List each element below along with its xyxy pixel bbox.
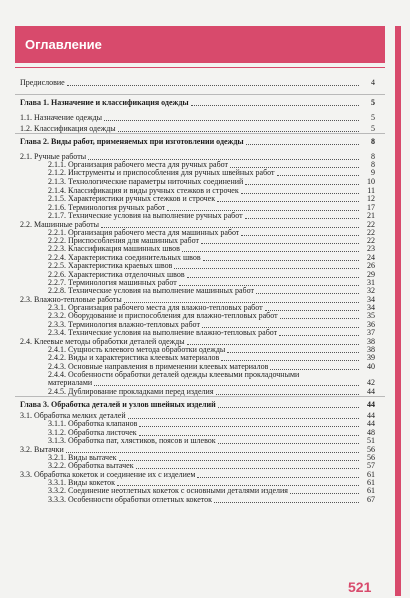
toc-entry[interactable]	[20, 98, 375, 108]
dot-leader	[104, 120, 359, 121]
toc-entry-page: 8	[371, 137, 375, 146]
toc-entry[interactable]	[48, 387, 375, 397]
toc-entry-page: 10	[367, 177, 375, 186]
toc-entry-page: 56	[367, 453, 375, 462]
chapter-separator	[15, 94, 385, 95]
toc-entry-page: 61	[367, 478, 375, 487]
toc-entry-page: 23	[367, 244, 375, 253]
dot-leader	[218, 407, 359, 408]
dot-leader	[280, 318, 359, 319]
dot-leader	[67, 85, 359, 86]
toc-entry-page: 8	[371, 152, 375, 161]
toc-entry-page: 40	[367, 362, 375, 371]
toc-entry-page: 61	[367, 470, 375, 479]
dot-leader	[290, 493, 359, 494]
toc-entry-page: 22	[367, 220, 375, 229]
dot-leader	[94, 385, 359, 386]
toc-entry-page: 22	[367, 228, 375, 237]
toc-entry-page: 9	[371, 168, 375, 177]
dot-leader	[217, 201, 359, 202]
toc-entry-title: Глава 1. Назначение и классификация одежды	[20, 98, 189, 107]
toc-entry-title: 3.3.1. Виды кокеток	[48, 478, 116, 487]
toc-entry-title: 2.2.6. Характеристика отделочных швов	[48, 270, 185, 279]
toc-entry[interactable]	[20, 400, 375, 410]
dot-leader	[214, 502, 359, 503]
toc-entry-title: 2.2.4. Характеристика соединительных швов	[48, 253, 201, 262]
toc-entry-page: 56	[367, 445, 375, 454]
toc-entry-title: 3.1.3. Обработка пат, хлястиков, поясов и шлевок	[48, 436, 216, 445]
toc-entry-page: 44	[367, 411, 375, 420]
toc-entry-page: 31	[367, 278, 375, 287]
toc-entry-title: 2.2.3. Классификация машинных швов	[48, 244, 180, 253]
dot-leader	[118, 131, 359, 132]
toc-entry-page: 38	[367, 345, 375, 354]
toc-entry-title: 2.4.5. Дублирование прокладками перед изделия	[48, 387, 214, 396]
toc-entry-title: 2.3. Влажно-тепловые работы	[20, 295, 122, 304]
toc-entry-title: 3.3. Обработка кокеток и соединение их с изделием	[20, 470, 196, 479]
toc-entry-title: 2.2.8. Технические условия на выполнение машинных работ	[48, 286, 254, 295]
toc-entry-title: 2.1.2. Инструменты и приспособления для ручных швейных работ	[48, 168, 275, 177]
dot-leader	[218, 443, 359, 444]
toc-entry-page: 39	[367, 353, 375, 362]
dot-leader	[216, 394, 360, 395]
toc-entry-page: 26	[367, 261, 375, 270]
toc-entry-title: 2.2.2. Приспособления для машинных работ	[48, 236, 199, 245]
toc-entry-title: 2.2.5. Характеристика краевых швов	[48, 261, 173, 270]
toc-entry-title: 2.4.2. Виды и характеристика клеевых материалов	[48, 353, 220, 362]
dot-leader	[245, 218, 359, 219]
toc-entry-page: 61	[367, 486, 375, 495]
toc-entry[interactable]	[20, 137, 375, 147]
toc-entry-page: 51	[367, 436, 375, 445]
toc-entry-page: 57	[367, 461, 375, 470]
dot-leader	[136, 468, 359, 469]
toc-entry-title: 2.1.7. Технические условия на выполнение ручных работ	[48, 211, 243, 220]
toc-entry-title: 3.3.3. Особенности обработки отлетных кокеток	[48, 495, 213, 504]
toc-entry-page: 8	[371, 160, 375, 169]
toc-entry-title: 2.3.2. Оборудование и приспособления для влажно-тепловых работ	[48, 311, 278, 320]
toc-entry-page: 5	[371, 124, 375, 133]
toc-title: Оглавление	[25, 37, 102, 52]
toc-entry-page: 36	[367, 320, 375, 329]
toc-entry-title: 2.1.5. Характеристики ручных стежков и строчек	[48, 194, 216, 203]
toc-entry-page: 38	[367, 337, 375, 346]
toc-entry-title: 2.4.1. Сущность клеевого метода обработки одежды	[48, 345, 226, 354]
toc-entry-title: 2.3.4. Технические условия на выполнение влажно-тепловых работ	[48, 328, 278, 337]
toc-entry-title: 3.1. Обработка мелких деталей	[20, 411, 126, 420]
toc-entry-page: 34	[367, 295, 375, 304]
toc-entry-title: 2.4. Клеевые методы обработки деталей одежды	[20, 337, 185, 346]
toc-entry-page: 22	[367, 236, 375, 245]
toc-entry[interactable]	[20, 124, 375, 134]
toc-entry-title: 2.4.3. Основные направления в применении клеевых материалов	[48, 362, 269, 371]
toc-entry-page: 42	[367, 378, 375, 387]
dot-leader	[174, 268, 359, 269]
toc-entry-page: 32	[367, 286, 375, 295]
page-number: 521	[348, 579, 372, 595]
toc-entry-title: 1.2. Классификация одежды	[20, 124, 116, 133]
toc-entry-title: 3.2. Вытачки	[20, 445, 64, 454]
dot-leader	[246, 144, 359, 145]
toc-entry-title: 3.3.2. Соединение неотлетных кокеток с основными деталями изделия	[48, 486, 288, 495]
toc-entry-title: Глава 2. Виды работ, применяемых при изготовлении одежды	[20, 137, 244, 146]
toc-entry-title: материалами	[48, 378, 93, 387]
toc-entry-page: 12	[367, 194, 375, 203]
toc-entry-page: 67	[367, 495, 375, 504]
toc-entry-page: 44	[367, 387, 375, 396]
toc-entry-title: 2.1.3. Технологические параметры ниточных соединений	[48, 177, 244, 186]
toc-entry-page: 37	[367, 328, 375, 337]
toc-entry-title: 2.3.1. Организация рабочего места для влажно-тепловых работ	[48, 303, 263, 312]
toc-entry-title: 2.2.7. Терминология машинных работ	[48, 278, 177, 287]
toc-entry-title: Глава 3. Обработка деталей и узлов швейных изделий	[20, 400, 216, 409]
toc-entry[interactable]	[20, 78, 375, 88]
toc-entry-title: 3.2.2. Обработка вытачек	[48, 461, 134, 470]
toc-entry-title: 1.1. Назначение одежды	[20, 113, 103, 122]
toc-entry-title: 2.2.1. Организация рабочего места для машинных работ	[48, 228, 240, 237]
dot-leader	[279, 335, 359, 336]
toc-entry-page: 21	[367, 211, 375, 220]
toc-entry-title: 2.1.6. Терминология ручных работ	[48, 203, 166, 212]
toc-entry[interactable]	[20, 113, 375, 123]
toc-entry-title: Предисловие	[20, 78, 65, 87]
toc-entry-page: 29	[367, 270, 375, 279]
toc-entry-title: 2.4.4. Особенности обработки деталей одежды клеевыми прокладочными	[48, 370, 300, 379]
toc-entry-title: 3.2.1. Виды вытачек	[48, 453, 117, 462]
toc-entry-page: 5	[371, 98, 375, 107]
toc-entry-page: 44	[367, 419, 375, 428]
toc-entry-page: 35	[367, 311, 375, 320]
dot-leader	[182, 251, 359, 252]
toc-entry-page: 17	[367, 203, 375, 212]
dot-leader	[277, 175, 359, 176]
toc-entry-title: 3.1.2. Обработка листочек	[48, 428, 137, 437]
toc-entry-title: 3.1.1. Обработка клапанов	[48, 419, 138, 428]
toc-entry-page: 48	[367, 428, 375, 437]
toc-entry-title: 2.1. Ручные работы	[20, 152, 87, 161]
dot-leader	[256, 293, 359, 294]
toc-entry-page: 5	[371, 113, 375, 122]
dot-leader	[245, 184, 359, 185]
toc-entry-page: 44	[367, 400, 375, 409]
toc-entry-page: 4	[371, 78, 375, 87]
toc-entry-title: 2.1.4. Классификация и виды ручных стежков и строчек	[48, 186, 239, 195]
toc-entry-page: 11	[367, 186, 375, 195]
toc-entry-page: 34	[367, 303, 375, 312]
dot-leader	[139, 426, 359, 427]
toc-entry-page: 24	[367, 253, 375, 262]
toc-entry[interactable]	[48, 495, 375, 505]
dot-leader	[191, 105, 359, 106]
toc-entry-title: 2.1.1. Организация рабочего места для ручных работ	[48, 160, 229, 169]
dot-leader	[221, 360, 359, 361]
toc-entry-title: 2.2. Машинные работы	[20, 220, 99, 229]
toc-entry-title: 2.3.3. Терминология влажно-тепловых работ	[48, 320, 200, 329]
